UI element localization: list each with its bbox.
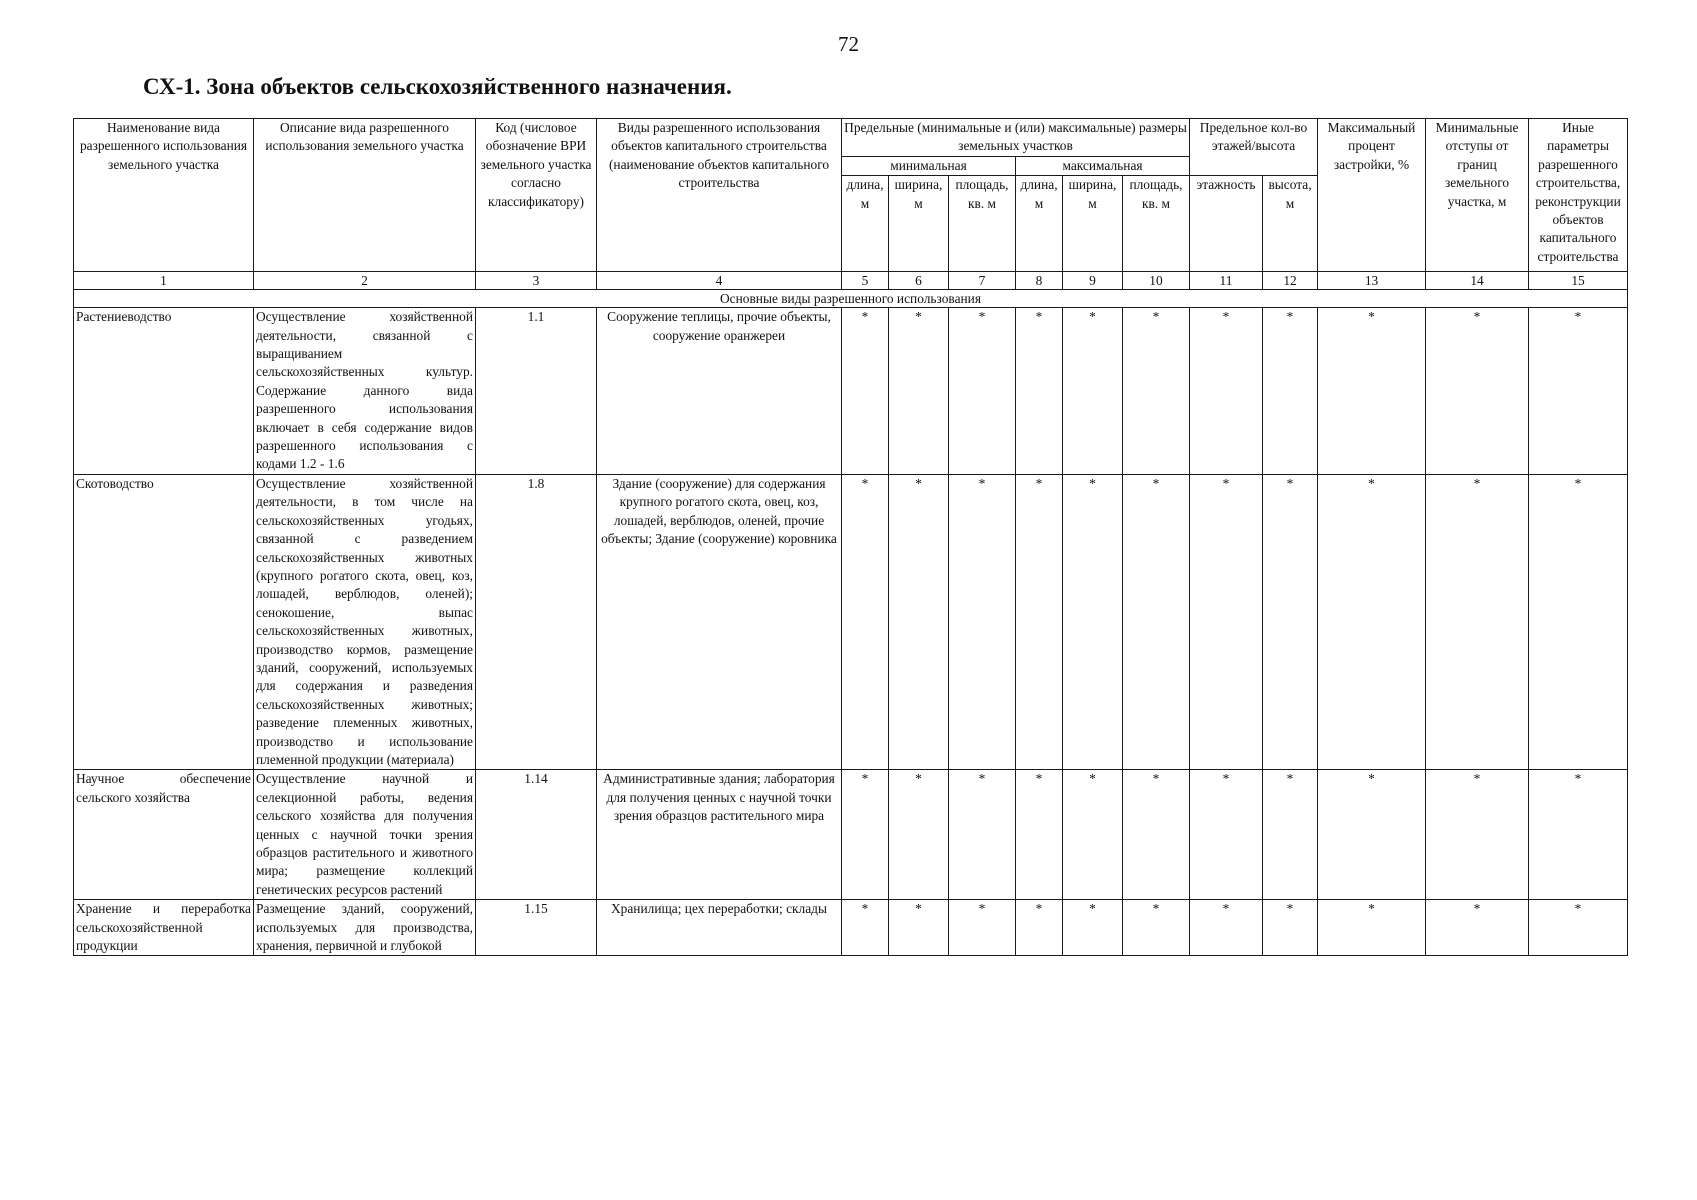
vri-name-cell: Научное обеспечение сельского хозяйства <box>74 770 254 900</box>
header-max-length: длина, м <box>1016 176 1063 272</box>
vri-description-cell: Осуществление хозяйственной деятельности, связанной с выращиванием сельскохозяйственных культур. Содержание данного вида разрешенного использования включает в себя содержание видов разрешенного использования с кодами 1.2 - 1.6 <box>254 308 476 475</box>
column-number: 8 <box>1016 272 1063 290</box>
column-number: 15 <box>1529 272 1628 290</box>
vri-name-cell: Скотоводство <box>74 474 254 770</box>
param-cell: * <box>1123 474 1190 770</box>
param-cell: * <box>842 308 889 475</box>
header-vri-description: Описание вида разрешенного использования земельного участка <box>254 119 476 272</box>
param-cell: * <box>949 770 1016 900</box>
param-cell: * <box>889 474 949 770</box>
param-cell: * <box>1529 474 1628 770</box>
column-number: 13 <box>1318 272 1426 290</box>
param-cell: * <box>1063 474 1123 770</box>
header-min-width: ширина, м <box>889 176 949 272</box>
table-row <box>74 900 1628 956</box>
header-floors-height: Предельное кол-во этажей/высота <box>1190 119 1318 176</box>
vri-description-cell: Осуществление хозяйственной деятельности, в том числе на сельскохозяйственных угодьях, связанной с разведением сельскохозяйственных животных (крупного рогатого скота, овец, коз, лошадей, верблюдов, оленей); сенокошение, выпас сельскохозяйственных животных, производство кормов, размещение зданий, сооружений, используемых для содержания и разведения сельскохозяйственных животных; разведение племенных животных, производство и использование племенной продукции (материала) <box>254 474 476 770</box>
section-row <box>74 290 1628 308</box>
param-cell: * <box>1190 770 1263 900</box>
column-number: 2 <box>254 272 476 290</box>
param-cell: * <box>1426 900 1529 956</box>
param-cell: * <box>1016 770 1063 900</box>
header-plot-size-limits: Предельные (минимальные и (или) максимальные) размеры земельных участков <box>842 119 1190 157</box>
param-cell: * <box>1529 308 1628 475</box>
param-cell: * <box>949 900 1016 956</box>
param-cell: * <box>1016 900 1063 956</box>
oks-objects-cell: Сооружение теплицы, прочие объекты, сооружение оранжереи <box>597 308 842 475</box>
table-row <box>74 474 1628 770</box>
param-cell: * <box>1263 900 1318 956</box>
param-cell: * <box>889 308 949 475</box>
column-number: 4 <box>597 272 842 290</box>
header-min-area: площадь, кв. м <box>949 176 1016 272</box>
param-cell: * <box>1190 308 1263 475</box>
vri-code-cell: 1.14 <box>476 770 597 900</box>
header-maximal: максимальная <box>1016 156 1190 175</box>
header-max-coverage: Максимальный процент застройки, % <box>1318 119 1426 272</box>
param-cell: * <box>1016 474 1063 770</box>
vri-description-cell: Размещение зданий, сооружений, используемых для производства, хранения, первичной и глубокой <box>254 900 476 956</box>
param-cell: * <box>949 308 1016 475</box>
param-cell: * <box>1529 770 1628 900</box>
param-cell: * <box>889 900 949 956</box>
column-number: 5 <box>842 272 889 290</box>
oks-objects-cell: Хранилища; цех переработки; склады <box>597 900 842 956</box>
column-number: 7 <box>949 272 1016 290</box>
param-cell: * <box>889 770 949 900</box>
land-use-regulations-table <box>73 118 1628 956</box>
column-number: 10 <box>1123 272 1190 290</box>
vri-name-cell: Хранение и переработка сельскохозяйственной продукции <box>74 900 254 956</box>
param-cell: * <box>949 474 1016 770</box>
param-cell: * <box>1123 308 1190 475</box>
param-cell: * <box>1063 900 1123 956</box>
header-vri-code: Код (числовое обозначение ВРИ земельного участка согласно классификатору) <box>476 119 597 272</box>
param-cell: * <box>1426 770 1529 900</box>
param-cell: * <box>1318 474 1426 770</box>
column-number: 1 <box>74 272 254 290</box>
column-number: 9 <box>1063 272 1123 290</box>
header-max-width: ширина, м <box>1063 176 1123 272</box>
param-cell: * <box>842 474 889 770</box>
param-cell: * <box>1123 900 1190 956</box>
param-cell: * <box>1190 474 1263 770</box>
param-cell: * <box>1529 900 1628 956</box>
param-cell: * <box>1318 900 1426 956</box>
column-number: 3 <box>476 272 597 290</box>
vri-code-cell: 1.15 <box>476 900 597 956</box>
vri-description-cell: Осуществление научной и селекционной работы, ведения сельского хозяйства для получения ценных с научной точки зрения образцов растительного и животного мира; размещение коллекций генетических ресурсов растений <box>254 770 476 900</box>
param-cell: * <box>1123 770 1190 900</box>
section-title: Основные виды разрешенного использования <box>74 290 1628 308</box>
oks-objects-cell: Здание (сооружение) для содержания крупного рогатого скота, овец, коз, лошадей, верблюдов, оленей, прочие объекты; Здание (сооружение) коровника <box>597 474 842 770</box>
param-cell: * <box>1263 474 1318 770</box>
header-height: высота, м <box>1263 176 1318 272</box>
vri-name-cell: Растениеводство <box>74 308 254 475</box>
param-cell: * <box>1263 308 1318 475</box>
header-min-length: длина, м <box>842 176 889 272</box>
page-number: 72 <box>838 32 859 56</box>
param-cell: * <box>842 900 889 956</box>
table-row <box>74 770 1628 900</box>
param-cell: * <box>1318 308 1426 475</box>
param-cell: * <box>1263 770 1318 900</box>
param-cell: * <box>1426 308 1529 475</box>
param-cell: * <box>1426 474 1529 770</box>
vri-code-cell: 1.8 <box>476 474 597 770</box>
param-cell: * <box>1190 900 1263 956</box>
header-oks-types: Виды разрешенного использования объектов капитального строительства (наименование объектов капитального строительства <box>597 119 842 272</box>
column-number: 6 <box>889 272 949 290</box>
param-cell: * <box>842 770 889 900</box>
header-floors: этажность <box>1190 176 1263 272</box>
param-cell: * <box>1063 308 1123 475</box>
header-min-setbacks: Минимальные отступы от границ земельного участка, м <box>1426 119 1529 272</box>
param-cell: * <box>1016 308 1063 475</box>
column-number: 14 <box>1426 272 1529 290</box>
param-cell: * <box>1318 770 1426 900</box>
header-vri-name: Наименование вида разрешенного использования земельного участка <box>74 119 254 272</box>
column-number: 12 <box>1263 272 1318 290</box>
column-number-row <box>74 272 1628 290</box>
zone-title: СХ-1. Зона объектов сельскохозяйственного назначения. <box>143 74 732 99</box>
table-row <box>74 308 1628 475</box>
param-cell: * <box>1063 770 1123 900</box>
vri-code-cell: 1.1 <box>476 308 597 475</box>
header-minimal: минимальная <box>842 156 1016 175</box>
header-row-1 <box>74 119 1628 157</box>
oks-objects-cell: Административные здания; лаборатория для получения ценных с научной точки зрения образцов растительного мира <box>597 770 842 900</box>
header-max-area: площадь, кв. м <box>1123 176 1190 272</box>
column-number: 11 <box>1190 272 1263 290</box>
header-other-params: Иные параметры разрешенного строительства, реконструкции объектов капитального строительства <box>1529 119 1628 272</box>
